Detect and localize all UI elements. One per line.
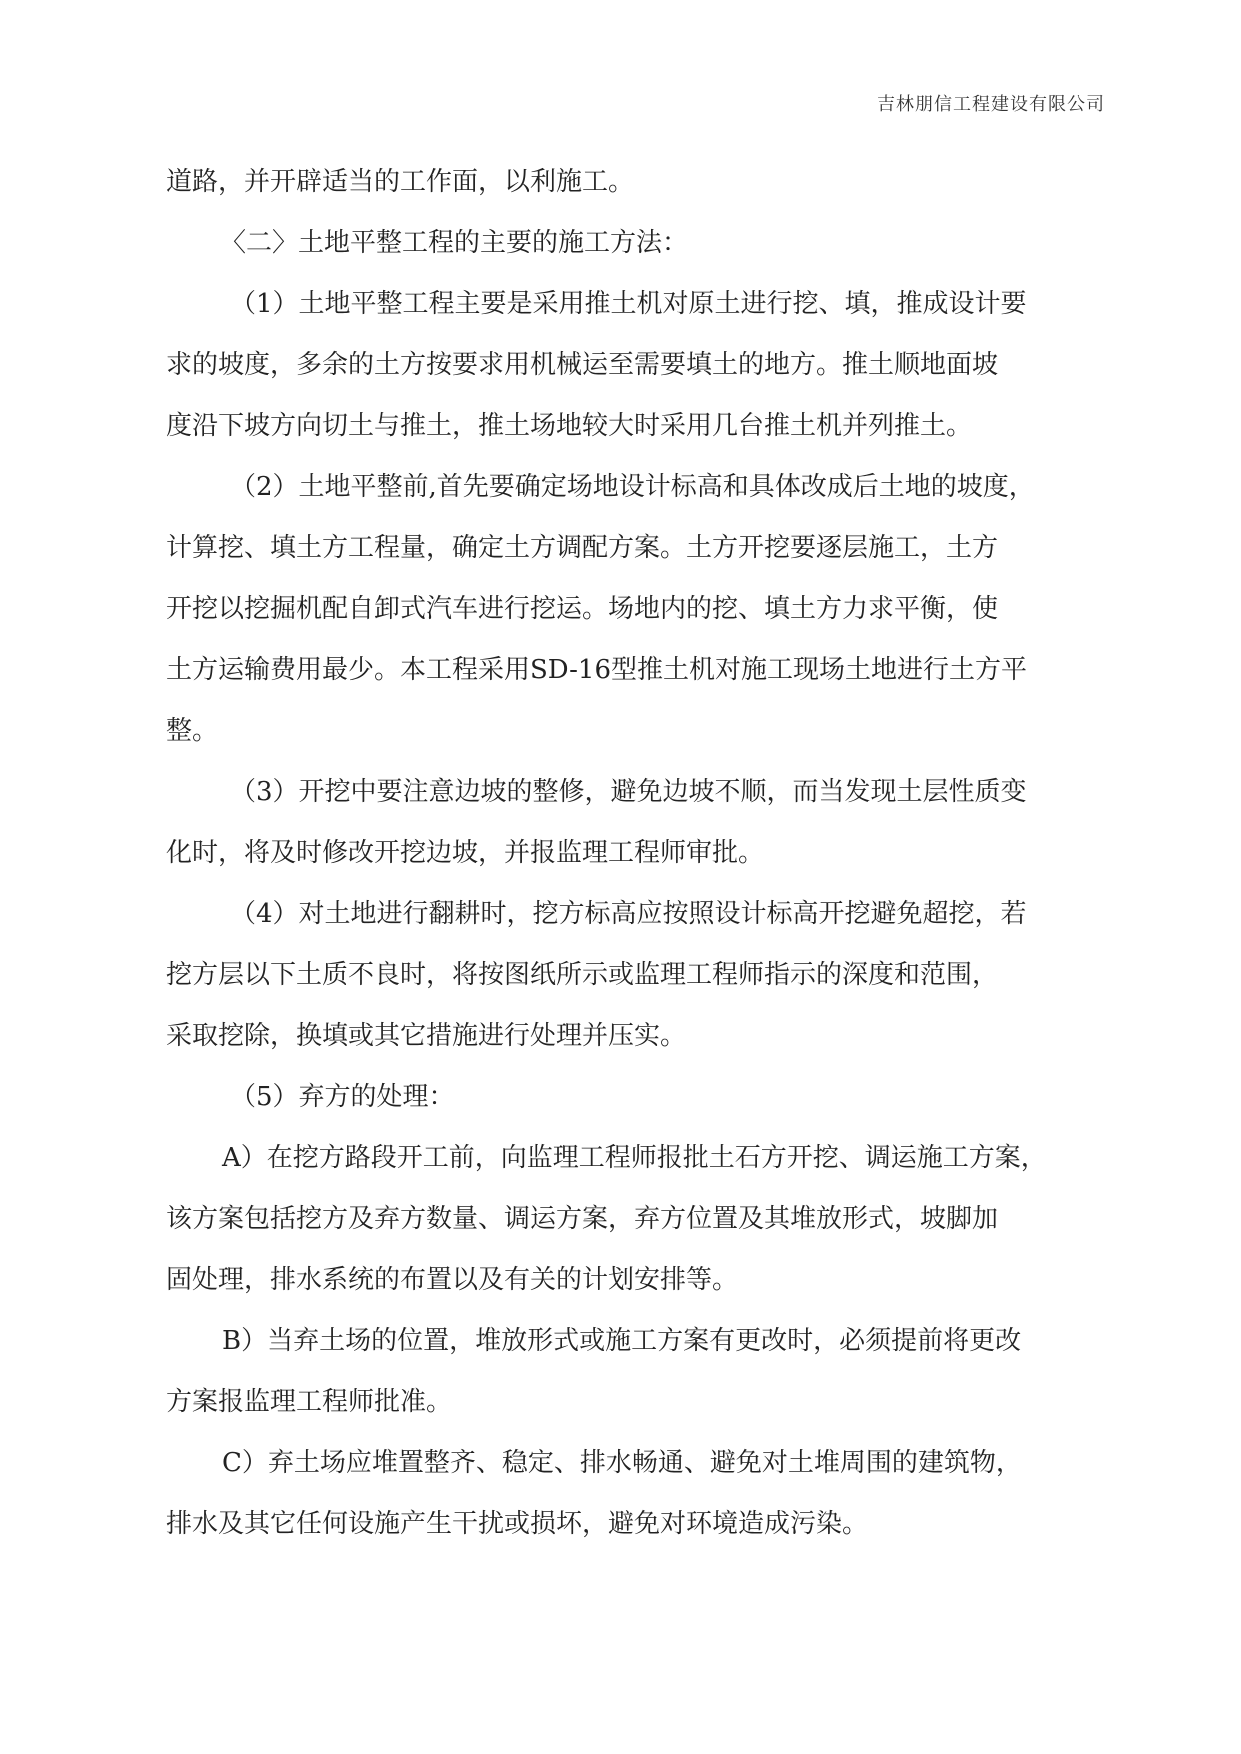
text-line-8: 开挖以挖掘机配自卸式汽车进行挖运。场地内的挖、填土方力求平衡，使 [166, 594, 999, 624]
text-line-9: 土方运输费用最少。本工程采用SD-16型推土机对施工现场土地进行土方平 [166, 655, 1028, 685]
text-line-19: 固处理，排水系统的布置以及有关的计划安排等。 [166, 1265, 739, 1295]
text-line-16: （5）弃方的处理： [230, 1082, 455, 1112]
text-line-22: C）弃土场应堆置整齐、稳定、排水畅通、避免对土堆周围的建筑物， [222, 1448, 1022, 1478]
text-line-15: 采取挖除，换填或其它措施进行处理并压实。 [166, 1021, 687, 1051]
text-line-3: （1）土地平整工程主要是采用推土机对原土进行挖、填，推成设计要 [230, 289, 1027, 319]
text-line-17: A）在挖方路段开工前，向监理工程师报批土石方开挖、调运施工方案， [222, 1143, 1047, 1173]
text-line-18: 该方案包括挖方及弃方数量、调运方案，弃方位置及其堆放形式，坡脚加 [166, 1204, 999, 1234]
page-header-company: 吉林朋信工程建设有限公司 [877, 94, 1105, 115]
section-heading: 〈二〉土地平整工程的主要的施工方法： [220, 228, 689, 258]
text-line-20: B）当弃土场的位置，堆放形式或施工方案有更改时，必须提前将更改 [222, 1326, 1022, 1356]
text-line-4: 求的坡度，多余的土方按要求用机械运至需要填土的地方。推土顺地面坡 [166, 350, 999, 380]
document-body [166, 152, 1106, 1555]
text-line-1: 道路，并开辟适当的工作面，以利施工。 [166, 167, 635, 197]
text-line-6: （2）土地平整前,首先要确定场地设计标高和具体改成后土地的坡度， [230, 472, 1035, 502]
text-line-21: 方案报监理工程师批准。 [166, 1387, 453, 1417]
text-line-12: 化时，将及时修改开挖边坡，并报监理工程师审批。 [166, 838, 765, 868]
text-line-23: 排水及其它任何设施产生干扰或损坏，避免对环境造成污染。 [166, 1509, 869, 1539]
text-line-5: 度沿下坡方向切土与推土，推土场地较大时采用几台推土机并列推土。 [166, 411, 973, 441]
text-line-14: 挖方层以下土质不良时，将按图纸所示或监理工程师指示的深度和范围， [166, 960, 999, 990]
text-line-13: （4）对土地进行翻耕时，挖方标高应按照设计标高开挖避免超挖，若 [230, 899, 1027, 929]
text-line-11: （3）开挖中要注意边坡的整修，避免边坡不顺，而当发现土层性质变 [230, 777, 1027, 807]
text-line-7: 计算挖、填土方工程量，确定土方调配方案。土方开挖要逐层施工，土方 [166, 533, 999, 563]
text-line-10: 整。 [166, 716, 219, 746]
